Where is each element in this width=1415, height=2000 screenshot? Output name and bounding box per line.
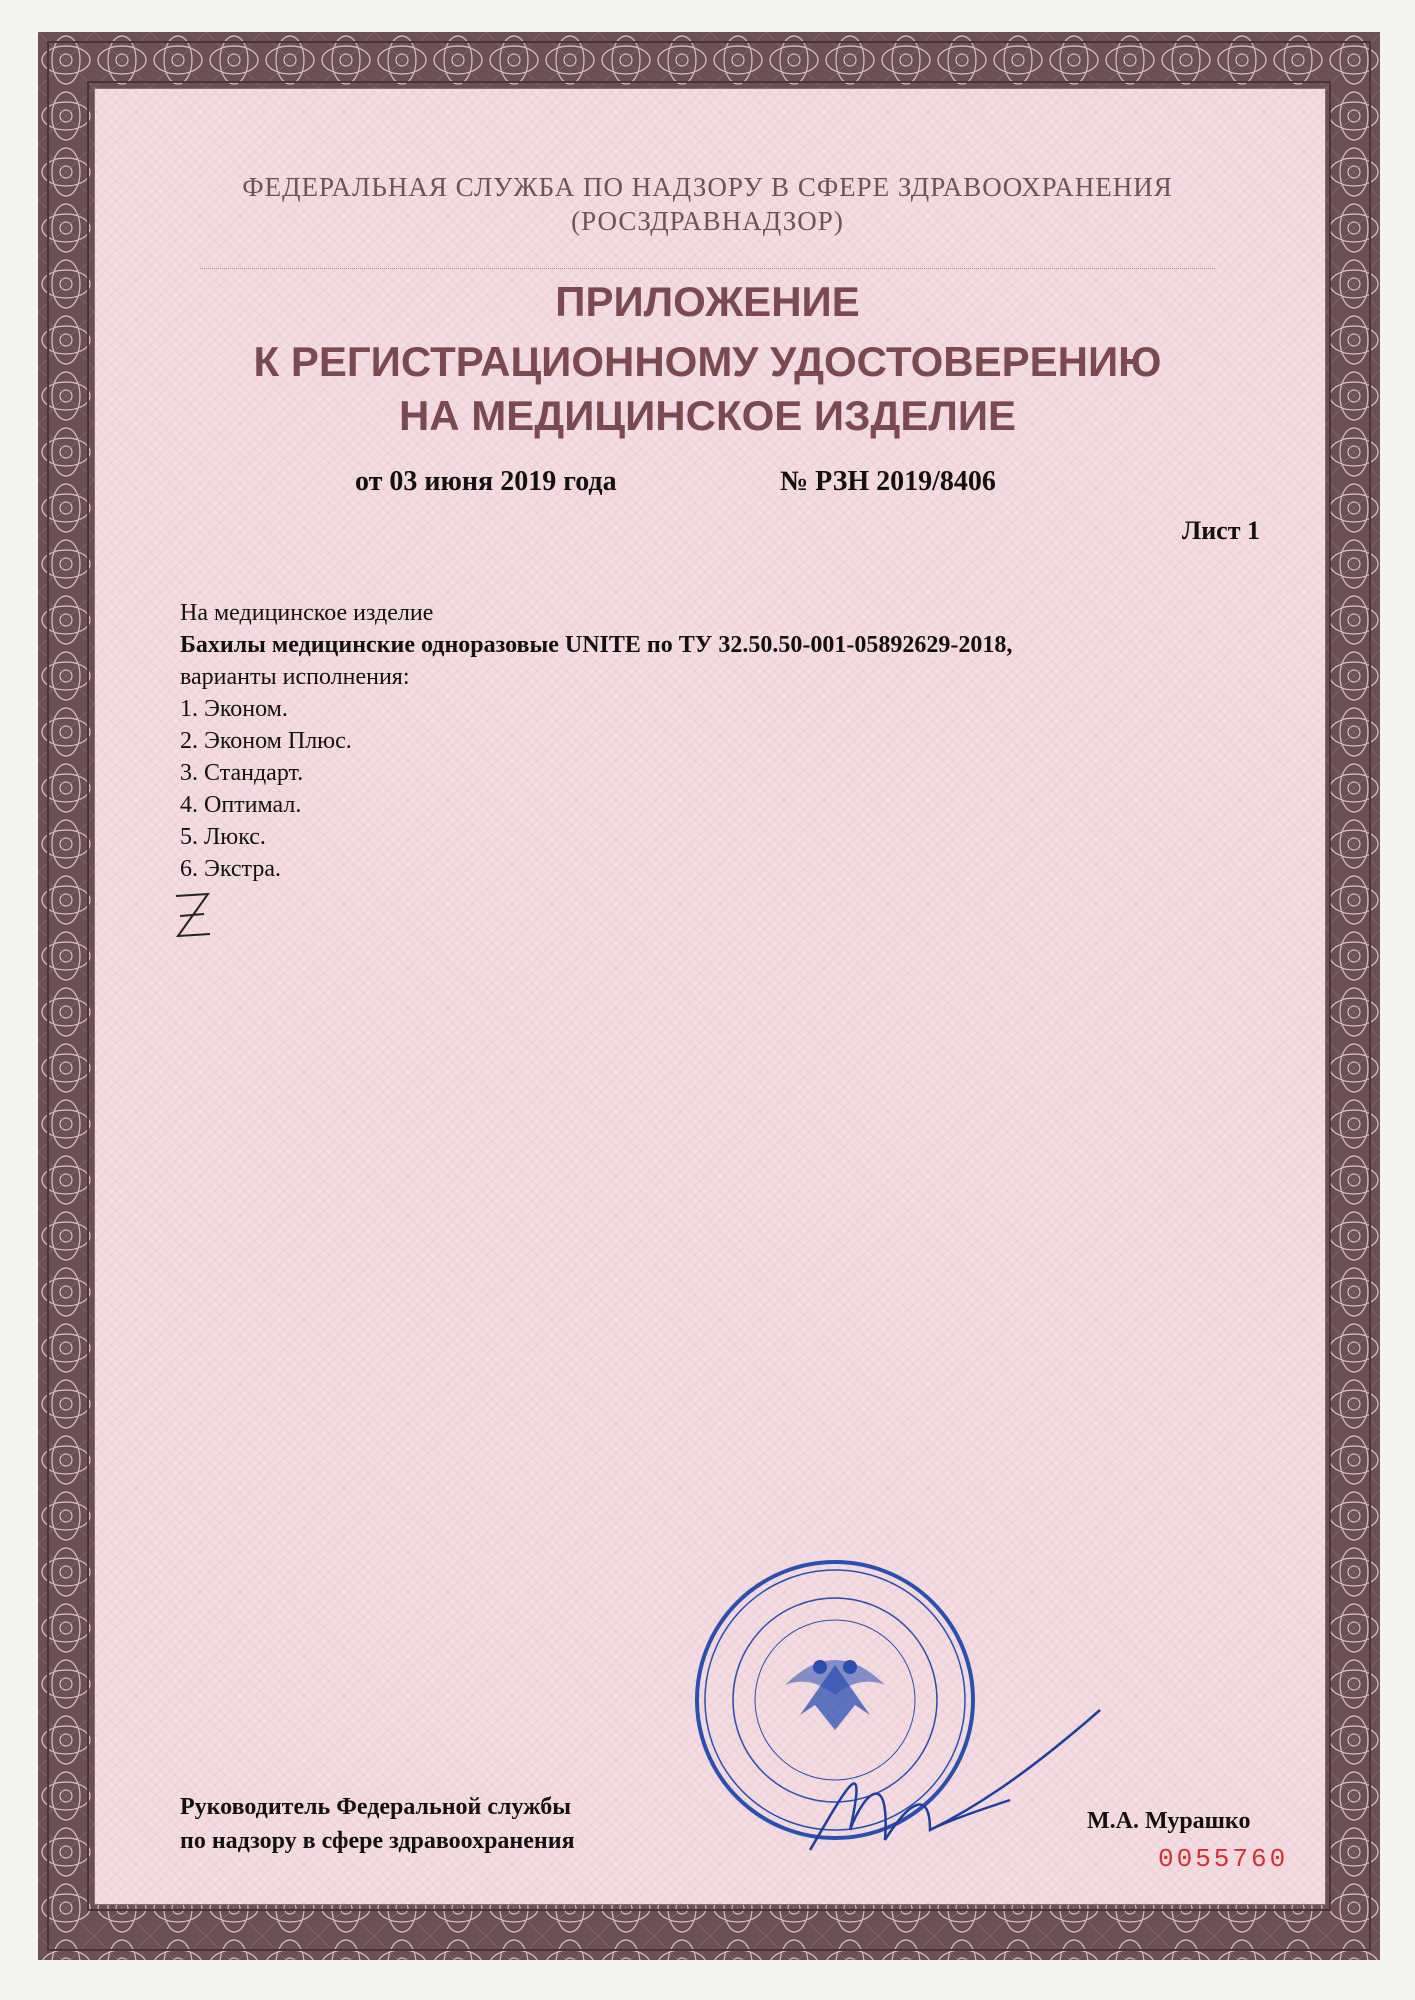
signatory-position (180, 1790, 575, 1858)
variant-item: 3. Стандарт. (180, 760, 304, 786)
issue-date: от 03 июня 2019 года (355, 466, 617, 497)
product-name: Бахилы медицинские одноразовые UNITE по ТУ 32.50.50-001-05892629-2018, (180, 632, 1013, 658)
document-title: ПРИЛОЖЕНИЕ (555, 278, 860, 325)
signatory-name: М.А. Мурашко (1087, 1808, 1251, 1834)
variant-item: 5. Люкс. (180, 824, 266, 850)
variant-item: 2. Эконом Плюс. (180, 728, 352, 754)
header-divider (200, 268, 1215, 269)
handwritten-signature (780, 1680, 1120, 1880)
registration-number: № РЗН 2019/8406 (780, 466, 996, 497)
document-subtitle-line1: К РЕГИСТРАЦИОННОМУ УДОСТОВЕРЕНИЮ (253, 338, 1162, 385)
variant-item: 4. Оптимал. (180, 792, 302, 818)
variants-label: варианты исполнения: (180, 664, 410, 690)
form-serial-number: 0055760 (1158, 1844, 1289, 1874)
agency-abbreviation: (РОСЗДРАВНАДЗОР) (571, 206, 844, 236)
document-subtitle-line2: НА МЕДИЦИНСКОЕ ИЗДЕЛИЕ (398, 392, 1017, 439)
end-mark-z (168, 888, 218, 948)
document-body (180, 597, 1280, 885)
variant-item: 1. Эконом. (180, 696, 288, 722)
position-line2: по надзору в сфере здравоохранения (180, 1828, 575, 1854)
variant-item: 6. Экстра. (180, 856, 281, 882)
agency-name: ФЕДЕРАЛЬНАЯ СЛУЖБА ПО НАДЗОРУ В СФЕРЕ ЗДРАВООХРАНЕНИЯ (242, 172, 1173, 202)
position-line1: Руководитель Федеральной службы (180, 1794, 571, 1820)
intro-text: На медицинское изделие (180, 600, 434, 626)
sheet-number: Лист 1 (1181, 516, 1260, 545)
